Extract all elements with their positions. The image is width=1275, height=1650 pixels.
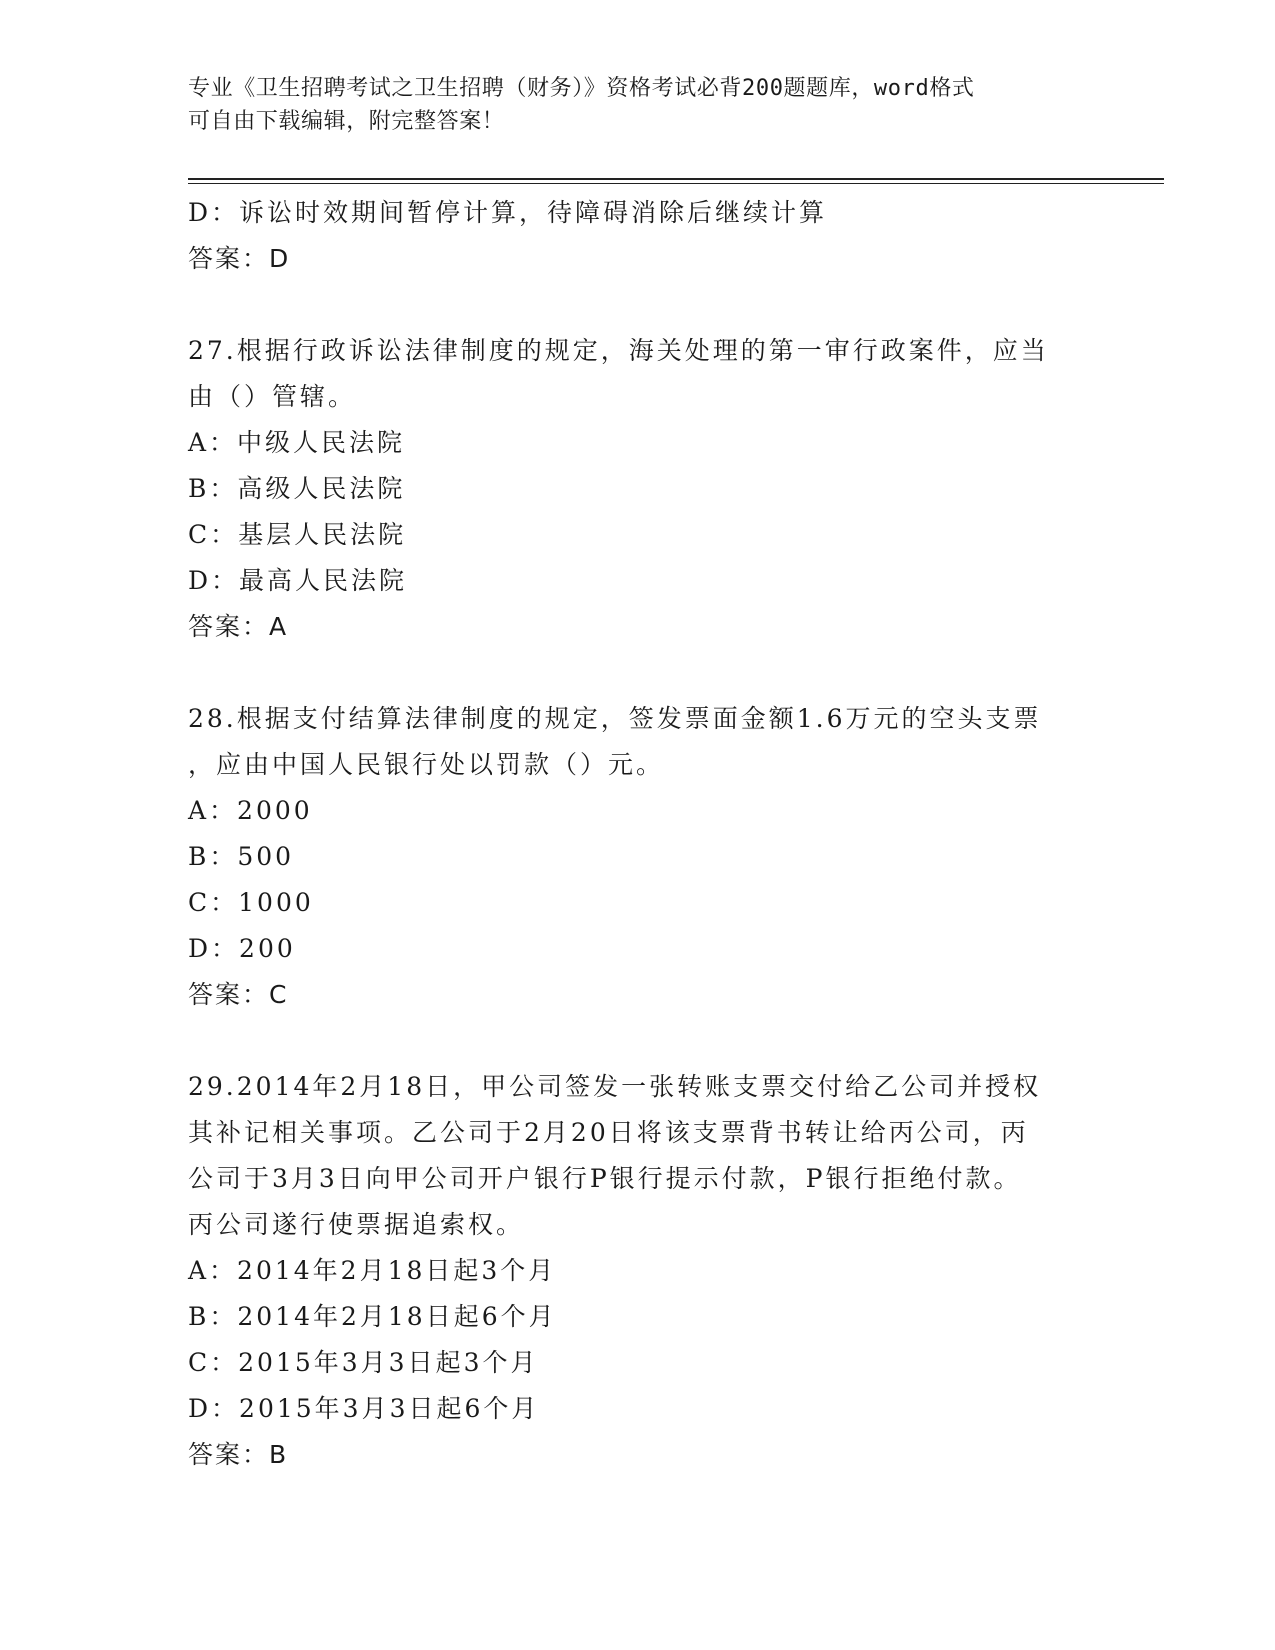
option-a: A：中级人民法院 bbox=[188, 428, 406, 457]
question-text-line: 28.根据支付结算法律制度的规定，签发票面金额1.6万元的空头支票 bbox=[188, 704, 1042, 733]
option-b: B：2014年2月18日起6个月 bbox=[188, 1302, 557, 1331]
option-d: D：200 bbox=[188, 934, 296, 963]
answer-line: 答案：C bbox=[188, 980, 289, 1009]
header-line-2: 可自由下载编辑，附完整答案！ bbox=[188, 109, 505, 134]
question-27 bbox=[188, 328, 1128, 650]
answer-line: 答案：D bbox=[188, 244, 291, 273]
option-d: D：2015年3月3日起6个月 bbox=[188, 1394, 540, 1423]
question-28 bbox=[188, 696, 1128, 1018]
option-d: D：最高人民法院 bbox=[188, 566, 408, 595]
option-c: C：1000 bbox=[188, 888, 314, 917]
option-a: A：2014年2月18日起3个月 bbox=[188, 1256, 557, 1285]
spacer bbox=[188, 650, 1128, 696]
document-header bbox=[188, 72, 1068, 138]
option-c: C：基层人民法院 bbox=[188, 520, 407, 549]
question-text-line: 丙公司遂行使票据追索权。 bbox=[188, 1210, 525, 1239]
question-29 bbox=[188, 1064, 1128, 1478]
question-text-line: 由（）管辖。 bbox=[188, 382, 357, 411]
answer-line: 答案：B bbox=[188, 1440, 289, 1469]
option-c: C：2015年3月3日起3个月 bbox=[188, 1348, 539, 1377]
option-a: A：2000 bbox=[188, 796, 313, 825]
question-text-line: ，应由中国人民银行处以罚款（）元。 bbox=[188, 750, 665, 779]
header-line-1: 专业《卫生招聘考试之卫生招聘（财务）》资格考试必背200题题库，word格式 bbox=[188, 76, 975, 101]
question-text-line: 其补记相关事项。乙公司于2月20日将该支票背书转让给丙公司，丙 bbox=[188, 1118, 1029, 1147]
spacer bbox=[188, 1018, 1128, 1064]
spacer bbox=[188, 282, 1128, 328]
carryover-block bbox=[188, 190, 1128, 282]
answer-line: 答案：A bbox=[188, 612, 289, 641]
header-divider-thin bbox=[188, 183, 1164, 184]
option-b: B：高级人民法院 bbox=[188, 474, 406, 503]
question-text-line: 27.根据行政诉讼法律制度的规定，海关处理的第一审行政案件，应当 bbox=[188, 336, 1049, 365]
option-b: B：500 bbox=[188, 842, 295, 871]
question-text-line: 29.2014年2月18日，甲公司签发一张转账支票交付给乙公司并授权 bbox=[188, 1072, 1042, 1101]
question-text-line: 公司于3月3日向甲公司开户银行P银行提示付款，P银行拒绝付款。 bbox=[188, 1164, 1022, 1193]
document-body bbox=[188, 190, 1128, 1478]
option-d: D：诉讼时效期间暂停计算，待障碍消除后继续计算 bbox=[188, 198, 828, 227]
header-divider-thick bbox=[188, 178, 1164, 180]
